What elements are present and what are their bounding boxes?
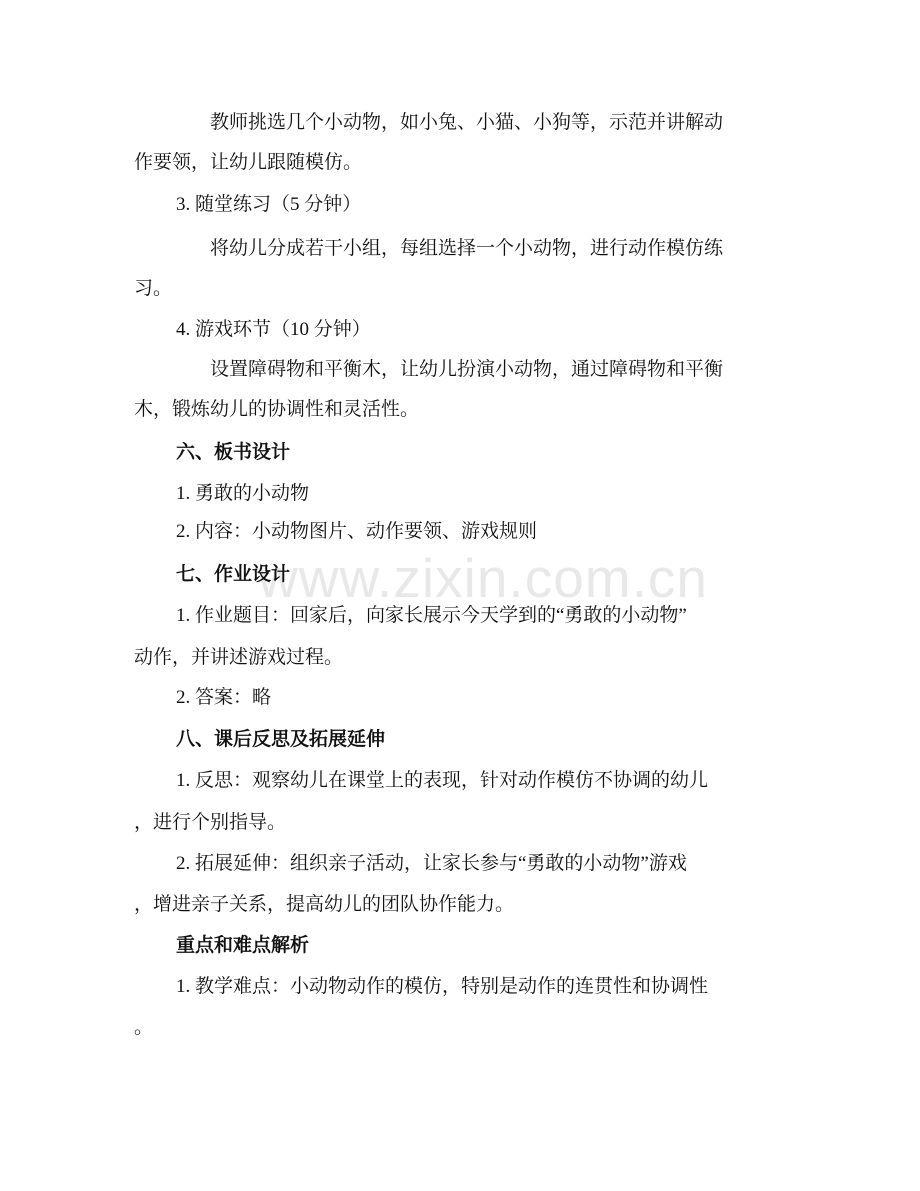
paragraph-line: 习。 — [134, 277, 173, 299]
paragraph-line: 。 — [134, 1016, 154, 1038]
section-heading: 六、板书设计 — [176, 441, 291, 463]
list-item: 2. 内容：小动物图片、动作要领、游戏规则 — [176, 521, 538, 542]
list-item: 1. 勇敢的小动物 — [176, 483, 310, 504]
paragraph-line: 设置障碍物和平衡木，让幼儿扮演小动物，通过障碍物和平衡 — [210, 358, 724, 380]
list-item: 1. 作业题目：回家后，向家长展示今天学到的“勇敢的小动物” — [176, 605, 687, 626]
list-item: 1. 教学难点：小动物动作的模仿，特别是动作的连贯性和协调性 — [176, 976, 709, 997]
paragraph-line: 教师挑选几个小动物，如小兔、小猫、小狗等，示范并讲解动 — [210, 111, 724, 133]
section-heading: 七、作业设计 — [176, 563, 291, 585]
section-heading: 重点和难点解析 — [176, 934, 310, 956]
list-item: 1. 反思：观察幼儿在课堂上的表现，针对动作模仿不协调的幼儿 — [176, 770, 709, 791]
paragraph-line: ，增进亲子关系，提高幼儿的团队协作能力。 — [134, 893, 515, 915]
section-heading: 八、课后反思及拓展延伸 — [176, 728, 386, 750]
paragraph-line: 作要领，让幼儿跟随模仿。 — [134, 151, 363, 173]
watermark: www.zixin.com.cn — [258, 547, 708, 609]
paragraph-line: 动作，并讲述游戏过程。 — [134, 646, 344, 668]
paragraph-line: ，进行个别指导。 — [134, 811, 287, 833]
paragraph-line: 将幼儿分成若干小组，每组选择一个小动物，进行动作模仿练 — [210, 237, 724, 259]
list-item: 2. 拓展延伸：组织亲子活动，让家长参与“勇敢的小动物”游戏 — [176, 853, 687, 874]
section-step-heading: 3. 随堂练习（5 分钟） — [176, 194, 362, 215]
section-step-heading: 4. 游戏环节（10 分钟） — [176, 319, 371, 340]
list-item: 2. 答案：略 — [176, 687, 272, 708]
paragraph-line: 木，锻炼幼儿的协调性和灵活性。 — [134, 398, 420, 420]
